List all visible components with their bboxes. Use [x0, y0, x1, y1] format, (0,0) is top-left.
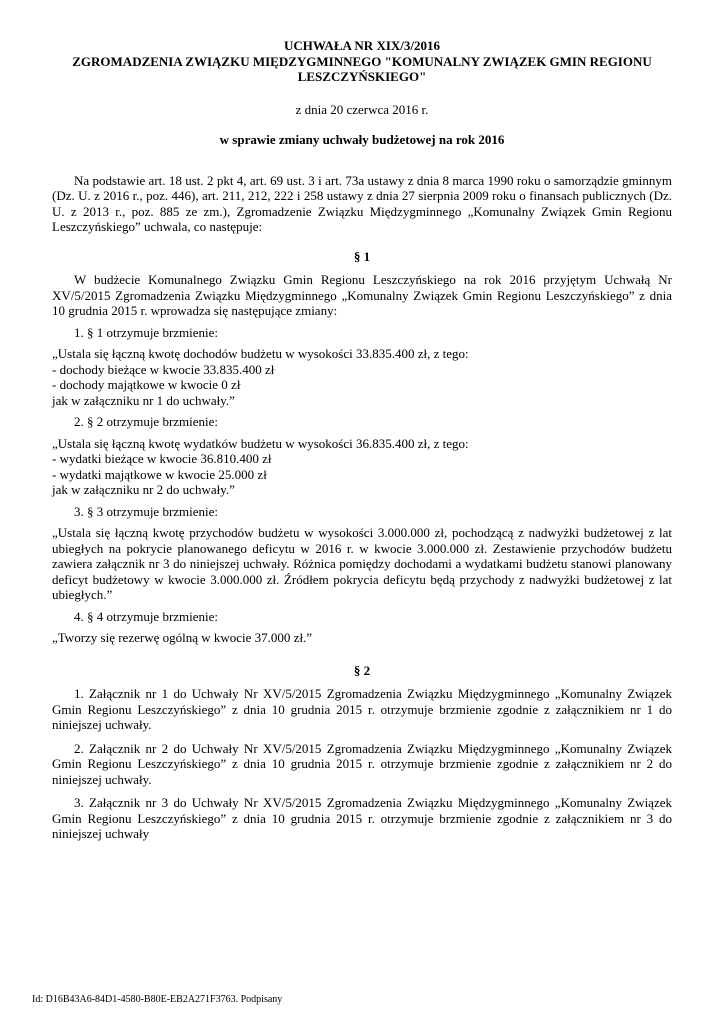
section-1-item-1-label: 1. § 1 otrzymuje brzmienie:	[74, 324, 219, 340]
section-1-title: § 1	[353, 248, 371, 264]
document-id-footer: Id: D16B43A6-84D1-4580-B80E-EB2A271F3763. Podpisany	[32, 994, 283, 1005]
quote-line: - wydatki bieżące w kwocie 36.810.400 zł	[52, 451, 272, 466]
quote-line: „Ustala się łączną kwotę dochodów budżetu w wysokości 33.835.400 zł, z tego:	[52, 346, 469, 361]
section-1-item-3-quote: „Ustala się łączną kwotę przychodów budżetu w wysokości 3.000.000 zł, pochodzącą z nadwyżki budżetowej z lat ubiegłych na pokrycie planowanego deficytu w 2016 r. w kwocie 3.000.000 zł. Zestawienie przychodów budżetu zawiera załącznik nr 3 do niniejszej uchwały. Różnica pomiędzy dochodami a wydatkami budżetu stanowi planowany deficyt budżetowy w kwocie 3.000.000 zł. Źródłem pokrycia deficytu będą przychody z nadwyżki budżetowej z lat ubiegłych.”	[52, 525, 672, 602]
issuing-body: ZGROMADZENIA ZWIĄZKU MIĘDZYGMINNEGO "KOMUNALNY ZWIĄZEK GMIN REGIONU	[72, 53, 652, 69]
quote-line: jak w załączniku nr 1 do uchwały.”	[52, 392, 235, 408]
section-2-item-2: 2. Załącznik nr 2 do Uchwały Nr XV/5/2015 Zgromadzenia Związku Międzygminnego „Komunalny Związek Gmin Regionu Leszczyńskiego” z dnia 10 grudnia 2015 r. otrzymuje brzmienie zgodnie z załącznikiem nr 2 do niniejszej uchwały.	[52, 740, 672, 787]
issuing-body-continued: LESZCZYŃSKIEGO"	[297, 69, 427, 84]
quote-line: - dochody bieżące w kwocie 33.835.400 zł	[52, 361, 275, 377]
resolution-subject: w sprawie zmiany uchwały budżetowej na rok 2016	[219, 132, 505, 147]
section-1-item-2-quote	[52, 436, 672, 498]
document-page	[52, 38, 672, 842]
section-2-title: § 2	[353, 662, 371, 678]
section-1-item-1-quote	[52, 346, 672, 408]
quote-line: „Ustala się łączną kwotę wydatków budżetu w wysokości 36.835.400 zł, z tego:	[52, 435, 469, 451]
section-1-item-2-label: 2. § 2 otrzymuje brzmienie:	[74, 414, 219, 429]
quote-line: - wydatki majątkowe w kwocie 25.000 zł	[52, 466, 267, 482]
preamble: Na podstawie art. 18 ust. 2 pkt 4, art. 69 ust. 3 i art. 73a ustawy z dnia 8 marca 1990 roku o samorządzie gminnym (Dz. U. z 2016 r., poz. 446), art. 211, 212, 222 i 258 ustawy z dnia 27 sierpnia 2009 roku o finansach publicznych (Dz. U. z 2013 r., poz. 885 ze zm.), Zgromadzenie Związku Międzygminnego „Komunalny Związek Gmin Regionu Leszczyńskiego” uchwala, co następuje:	[52, 172, 672, 234]
document-header	[52, 38, 672, 85]
section-2-item-3: 3. Załącznik nr 3 do Uchwały Nr XV/5/2015 Zgromadzenia Związku Międzygminnego „Komunalny Związek Gmin Regionu Leszczyńskiego” z dnia 10 grudnia 2015 r. otrzymuje brzmienie zgodnie z załącznikiem nr 3 do niniejszej uchwały	[52, 795, 672, 841]
section-1-item-3-label: 3. § 3 otrzymuje brzmienie:	[74, 503, 219, 519]
quote-line: jak w załączniku nr 2 do uchwały.”	[52, 482, 235, 497]
section-1-item-4-label: 4. § 4 otrzymuje brzmienie:	[74, 608, 219, 624]
resolution-date: z dnia 20 czerwca 2016 r.	[295, 101, 429, 117]
section-1-item-4-quote: „Tworzy się rezerwę ogólną w kwocie 37.000 zł.”	[52, 630, 313, 645]
resolution-number: UCHWAŁA NR XIX/3/2016	[283, 38, 440, 53]
section-2-item-1: 1. Załącznik nr 1 do Uchwały Nr XV/5/2015 Zgromadzenia Związku Międzygminnego „Komunalny Związek Gmin Regionu Leszczyńskiego” z dnia 10 grudnia 2015 r. otrzymuje brzmienie zgodnie z załącznikiem nr 1 do niniejszej uchwały.	[52, 686, 672, 732]
section-1-intro: W budżecie Komunalnego Związku Gmin Regionu Leszczyńskiego na rok 2016 przyjętym Uchwałą Nr XV/5/2015 Zgromadzenia Związku Międzygminnego „Komunalny Związek Gmin Regionu Leszczyński​ego” z dnia 10 grudnia 2015 r. wprowadza się następujące zmiany:	[52, 272, 672, 318]
quote-line: - dochody majątkowe w kwocie 0 zł	[52, 377, 241, 392]
